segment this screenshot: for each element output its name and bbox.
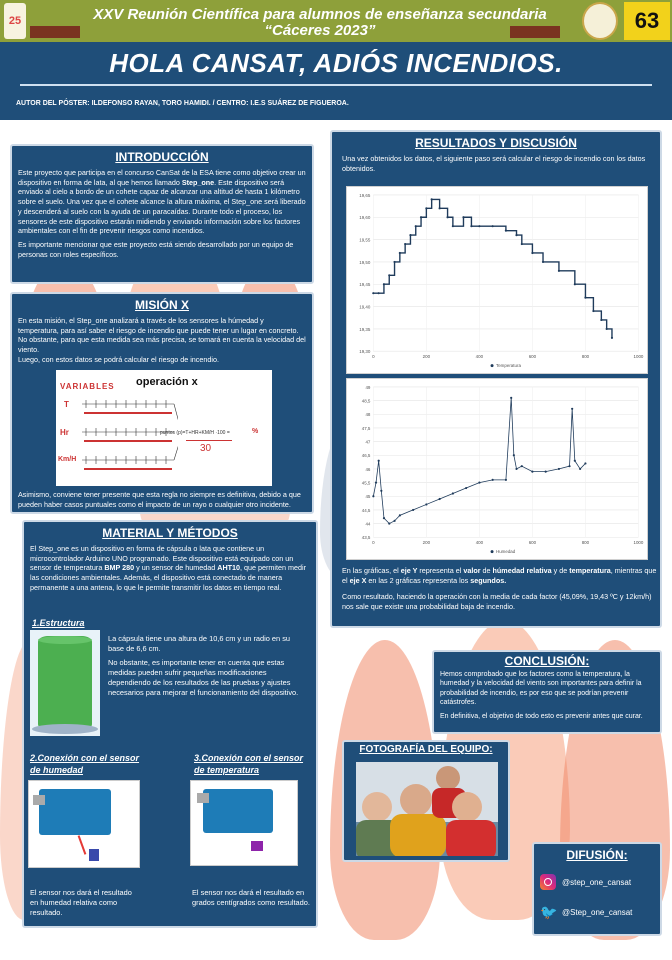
data-point xyxy=(452,492,454,494)
data-point xyxy=(446,216,448,218)
formula-divisor: 30 xyxy=(200,443,212,454)
data-point xyxy=(388,522,390,524)
data-point xyxy=(478,481,480,483)
wire xyxy=(78,835,87,854)
materials-panel xyxy=(22,520,318,928)
materials-heading: MATERIAL Y MÉTODOS xyxy=(102,526,238,540)
temperature-chart-svg xyxy=(347,187,647,373)
intro-panel xyxy=(10,144,314,284)
data-point xyxy=(584,462,586,464)
data-point xyxy=(439,498,441,500)
data-point xyxy=(579,468,581,470)
conclusion-heading: CONCLUSIÓN: xyxy=(504,654,590,668)
arduino-board xyxy=(39,789,111,835)
results-bold: eje X xyxy=(349,575,367,585)
y-tick-label: 19,50 xyxy=(359,259,371,265)
structure-heading: 1.Estructura xyxy=(32,618,85,628)
data-point xyxy=(611,337,613,339)
x-tick-label: 0 xyxy=(372,540,375,546)
data-point xyxy=(399,514,401,516)
data-point xyxy=(542,261,544,263)
mission-paragraph-1: En esta misión, el Step_one analizará a través de los sensores la húmedad y temperatura, para así saber el riesgo de incendio que puede tener un lugar en concreto. No obstante, para que esta medida sea más precisa, se tomará en cuenta la velocidad del viento. xyxy=(18,316,306,355)
y-tick-label: 44,5 xyxy=(361,507,371,513)
y-tick-label: 46,5 xyxy=(361,453,371,459)
y-tick-label: 44 xyxy=(365,521,371,527)
twitter-icon: 🐦 xyxy=(540,904,558,920)
data-point xyxy=(372,292,374,294)
event-seal-logo xyxy=(582,2,618,40)
results-bold: segundos. xyxy=(470,575,507,585)
results-bold: eje Y xyxy=(400,566,418,575)
data-point xyxy=(515,234,517,236)
results-panel xyxy=(330,130,662,628)
materials-text: , que permiten medir las condiciones ambientales. Además, el dispositivo está conectado de manera permanente a una antena, lo que le permite transmitir los datos en tiempo real. xyxy=(30,563,306,592)
intro-heading: INTRODUCCIÓN xyxy=(115,150,209,164)
team-photo-panel xyxy=(342,740,510,862)
data-point xyxy=(492,479,494,481)
person-1 xyxy=(362,792,392,822)
data-point xyxy=(492,225,494,227)
results-paragraph-1: Una vez obtenidos los datos, el siguiente paso será calcular el riesgo de incendio con los datos obtenidos. xyxy=(342,154,646,173)
data-point xyxy=(574,283,576,285)
mission-heading: MISIÓN X xyxy=(134,298,189,312)
step-one-name: Step_one xyxy=(181,177,215,187)
y-tick-label: 45 xyxy=(365,494,371,500)
results-text: y de xyxy=(551,566,570,575)
data-point xyxy=(375,481,377,483)
instagram-handle[interactable]: @step_one_cansat xyxy=(562,877,632,887)
capsule-base xyxy=(32,724,98,734)
temperature-connection-heading: 3.Conexión con el sensor de temperatura xyxy=(194,753,304,776)
data-point xyxy=(510,397,512,399)
y-tick-label: 19,35 xyxy=(359,326,371,332)
results-text: de xyxy=(480,566,493,575)
data-point xyxy=(462,216,464,218)
results-heading: RESULTADOS Y DISCUSIÓN xyxy=(415,136,577,150)
instagram-icon xyxy=(540,874,556,890)
operation-x-diagram xyxy=(56,370,272,486)
poster-title: HOLA CANSAT, ADIÓS INCENDIOS. xyxy=(109,48,563,78)
y-tick-label: 49 xyxy=(365,384,371,390)
x-tick-label: 200 xyxy=(422,540,431,546)
y-tick-label: 47,5 xyxy=(361,425,371,431)
data-point xyxy=(393,261,395,263)
twitter-handle[interactable]: @Step_one_cansat xyxy=(562,907,633,917)
y-tick-label: 43,5 xyxy=(361,535,371,541)
diffusion-panel xyxy=(532,842,662,936)
variable-scales xyxy=(82,394,178,478)
y-tick-label: 45,5 xyxy=(361,480,371,486)
data-point xyxy=(515,468,517,470)
humidity-chart-svg xyxy=(347,379,647,559)
data-point xyxy=(372,495,374,497)
x-tick-label: 0 xyxy=(372,354,375,360)
y-tick-label: 48 xyxy=(365,412,371,418)
data-point xyxy=(380,490,382,492)
sensor-module xyxy=(251,841,263,851)
anniversary-logo: 25 xyxy=(4,3,26,39)
results-bold: valor xyxy=(463,566,481,575)
data-point xyxy=(606,328,608,330)
results-text: En las gráficas, el xyxy=(342,566,401,575)
data-point xyxy=(465,487,467,489)
conclusion-panel xyxy=(432,650,662,734)
data-point xyxy=(592,310,594,312)
data-point xyxy=(431,198,433,200)
event-title: XXV Reunión Científica para alumnos de enseñanza secundaria xyxy=(93,6,547,23)
y-tick-label: 46 xyxy=(365,466,371,472)
var-hr-label: Hr xyxy=(60,428,69,437)
results-paragraph-3: Como resultado, haciendo la operación con la media de cada factor (45,09%, 19,43 ºC y 12km/h) nos sale que existe una probabilidad baja de incendio. xyxy=(342,592,652,611)
data-point xyxy=(420,216,422,218)
person-2-body xyxy=(390,814,446,856)
data-point xyxy=(505,479,507,481)
temperature-wiring-diagram xyxy=(190,780,298,866)
y-tick-label: 19,60 xyxy=(359,215,371,221)
data-point xyxy=(513,454,515,456)
data-point xyxy=(425,503,427,505)
intro-text: . Este dispositivo será enviado al cielo a bordo de un cohete capaz de alcanzar una altitud de hasta 1 kilómetro sobre el suelo. Una vez que el cohete alcance la altura máxima, el Step_one será liberado y descenderá al suelo con la ayuda de un paracaídas. Durante todo el proceso, los sensores de este dispositivo estarán midiendo y enviando información sobre los factores ambientales con el fin de prevenir riesgos como incendios. xyxy=(18,177,306,236)
legend-marker xyxy=(491,364,494,367)
humidity-connection-heading: 2.Conexión con el sensor de humedad xyxy=(30,753,140,776)
usb-port xyxy=(33,795,45,805)
materials-paragraph xyxy=(30,544,310,593)
usb-port xyxy=(197,793,209,803)
data-point xyxy=(399,252,401,254)
legend-label: Humedad xyxy=(496,549,516,555)
humidity-chart xyxy=(346,378,648,560)
structure-paragraph-2: No obstante, es importante tener en cuenta que estas medidas pueden sufrir pequeñas modificaciones dependiendo de los resultados de las pruebas y ajustes necesarios para mejorar el funcionamiento del dispositivo. xyxy=(108,658,299,697)
humidity-connection-text: El sensor nos dará el resultado en humedad relativa como resultado. xyxy=(30,888,132,917)
data-point xyxy=(574,460,576,462)
data-point xyxy=(383,517,385,519)
event-subtitle: “Cáceres 2023” xyxy=(264,22,376,39)
results-text: , mientras que el xyxy=(342,566,657,585)
data-point xyxy=(412,509,414,511)
y-tick-label: 19,40 xyxy=(359,304,371,310)
data-point xyxy=(383,283,385,285)
arduino-board xyxy=(203,789,273,833)
data-point xyxy=(521,243,523,245)
mission-paragraph-3: Asimismo, conviene tener presente que esta regla no siempre es definitiva, debido a que pueden haber casos puntuales como el impacto de un rayo o cualquier otro incidente. xyxy=(18,490,301,509)
variables-label: VARIABLES xyxy=(60,382,115,391)
data-point xyxy=(439,207,441,209)
capsule-top xyxy=(38,636,92,644)
data-point xyxy=(531,471,533,473)
temperature-chart xyxy=(346,186,648,374)
structure-paragraph-1: La cápsula tiene una altura de 10,6 cm y un radio en su base de 6,6 cm. xyxy=(108,634,291,653)
data-point xyxy=(393,520,395,522)
data-point xyxy=(545,471,547,473)
intro-paragraph-1 xyxy=(18,168,306,236)
x-tick-label: 600 xyxy=(528,540,537,546)
x-tick-label: 1000 xyxy=(633,540,644,546)
y-tick-label: 47 xyxy=(365,439,371,445)
capsule-cylinder xyxy=(38,636,92,730)
formula-text: puntos (p)=T+HR+KM/H ·100 = xyxy=(160,430,230,436)
var-t-label: T xyxy=(64,400,69,409)
mission-panel xyxy=(10,292,314,514)
data-point xyxy=(478,225,480,227)
intro-text: Este proyecto que participa en el concurso CanSat de la ESA tiene como objetivo crear un dispositivo en forma de lata, al que hemos llamado xyxy=(18,168,306,187)
data-point xyxy=(378,460,380,462)
data-point xyxy=(404,243,406,245)
sensor-module xyxy=(89,849,99,861)
data-point xyxy=(425,207,427,209)
materials-text: El Step_one es un dispositivo en forma de cápsula o lata que contiene un microcontrolador Arduino UNO programado. Este dispositivo está equipado con un sensor de temperatura xyxy=(30,544,294,573)
legend-label: Temperatura xyxy=(496,363,521,369)
y-tick-label: 19,45 xyxy=(359,282,371,288)
data-point xyxy=(521,465,523,467)
person-3 xyxy=(436,766,460,790)
results-bold: temperatura xyxy=(569,566,611,575)
x-tick-label: 600 xyxy=(528,354,537,360)
instagram-row[interactable] xyxy=(540,874,631,890)
x-tick-label: 400 xyxy=(475,354,484,360)
data-point xyxy=(388,274,390,276)
data-point xyxy=(584,297,586,299)
data-point xyxy=(470,225,472,227)
formula-divider-line xyxy=(186,440,232,441)
team-photo xyxy=(356,762,498,856)
humidity-wiring-diagram xyxy=(28,780,140,868)
data-point xyxy=(409,234,411,236)
x-tick-label: 200 xyxy=(422,354,431,360)
data-point xyxy=(558,468,560,470)
capsule-illustration xyxy=(30,630,100,736)
poster-number-badge: 63 xyxy=(624,2,670,40)
mission-paragraph-2: Luego, con estos datos se podrá calcular el riesgo de incendio. xyxy=(18,354,219,364)
y-tick-label: 19,55 xyxy=(359,237,371,243)
results-bold: húmedad relativa xyxy=(492,566,552,575)
aht10-name: AHT10 xyxy=(217,563,241,573)
conclusion-paragraph-1: Hemos comprobado que los factores como la temperatura, la humedad y la velocidad del viento son importantes para definir la probabilidad de incendio, es por eso que se podrían prevenir catástrofes. xyxy=(440,671,642,707)
temperature-connection-text: El sensor nos dará el resultado en grados centígrados como resultado. xyxy=(192,888,310,907)
title-divider xyxy=(20,84,652,86)
person-4-body xyxy=(446,820,496,856)
results-text: en las 2 gráficas representa los xyxy=(366,575,471,585)
team-photo-heading: FOTOGRAFÍA DEL EQUIPO: xyxy=(359,744,493,755)
diffusion-heading: DIFUSIÓN: xyxy=(566,848,628,862)
poster-header xyxy=(0,42,672,120)
results-text: representa el xyxy=(417,566,464,575)
y-tick-label: 19,30 xyxy=(359,349,371,355)
data-point xyxy=(378,292,380,294)
data-point xyxy=(558,270,560,272)
x-tick-label: 800 xyxy=(581,540,590,546)
data-point xyxy=(415,225,417,227)
data-point xyxy=(531,252,533,254)
bmp280-name: BMP 280 xyxy=(104,563,135,573)
x-tick-label: 400 xyxy=(475,540,484,546)
var-kmh-label: Km/H xyxy=(58,456,77,463)
materials-text: y un sensor de humedad xyxy=(134,563,218,573)
data-point xyxy=(452,225,454,227)
formula-unit: % xyxy=(252,428,259,435)
series-line xyxy=(373,199,612,337)
legend-marker xyxy=(491,550,494,553)
person-2 xyxy=(400,784,432,816)
y-tick-label: 48,5 xyxy=(361,398,371,404)
results-paragraph-2 xyxy=(342,566,662,585)
person-4 xyxy=(452,792,482,822)
intro-paragraph-2: Es importante mencionar que este proyecto está siendo desarrollado por un equipo de personas con roles específicos. xyxy=(18,240,294,259)
top-banner xyxy=(0,0,672,42)
data-point xyxy=(600,319,602,321)
twitter-row[interactable] xyxy=(540,904,632,920)
diagram-title: operación x xyxy=(136,376,198,388)
y-tick-label: 19,65 xyxy=(359,192,371,198)
data-point xyxy=(571,408,573,410)
data-point xyxy=(568,465,570,467)
authors-line: AUTOR DEL PÓSTER: ILDEFONSO RAYAN, TORO HAMIDI. / CENTRO: I.E.S SUÁREZ DE FIGUEROA. xyxy=(16,100,349,107)
x-tick-label: 1000 xyxy=(633,354,644,360)
conclusion-paragraph-2: En definitiva, el objetivo de todo esto es prevenir antes que curar. xyxy=(440,712,643,720)
data-point xyxy=(505,230,507,232)
x-tick-label: 800 xyxy=(581,354,590,360)
